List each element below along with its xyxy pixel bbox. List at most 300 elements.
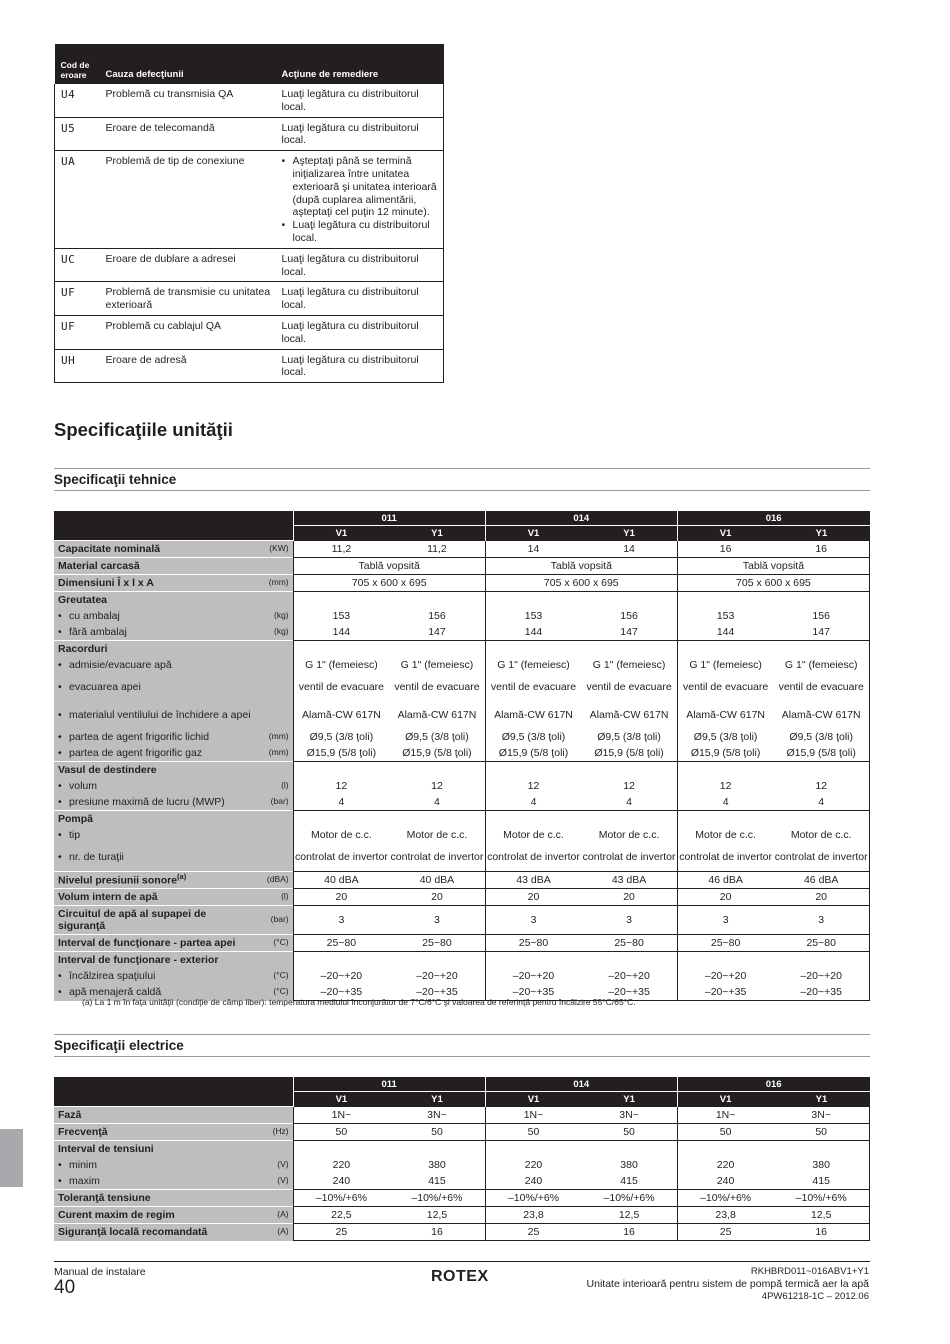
error-table-header <box>55 44 444 84</box>
footer-description: Unitate interioară pentru sistem de pompă termică aer la apă <box>586 1277 869 1290</box>
spec-row <box>54 906 870 935</box>
spec-value: 25~80 <box>773 935 869 952</box>
spec-value: 40 dBA <box>293 872 389 889</box>
spec-label <box>58 873 289 887</box>
error-action <box>276 315 444 349</box>
spec-value: ventil de evacuare <box>677 673 773 701</box>
spec-value: Ø9,5 (3/8 ţoli) <box>773 729 869 745</box>
spec-row <box>54 811 870 828</box>
spec-label-cell <box>54 592 293 609</box>
spec-value: 11,2 <box>293 541 389 558</box>
spec-label-cell <box>54 827 293 843</box>
spec-value: 46 dBA <box>773 872 869 889</box>
spec-value <box>293 1141 389 1158</box>
spec-value <box>389 952 485 969</box>
spec-unit: (KW) <box>269 543 289 554</box>
spec-value: 16 <box>773 1224 869 1241</box>
spec-label-text: nr. de turaţii <box>69 850 124 863</box>
spec-value <box>677 811 773 828</box>
spec-value: 705 x 600 x 695 <box>485 575 677 592</box>
spec-value: 25~80 <box>677 935 773 952</box>
spec-unit: (kg) <box>273 610 289 621</box>
spec-row <box>54 1207 870 1224</box>
header-blank <box>54 1092 293 1107</box>
spec-unit: (mm) <box>268 731 289 742</box>
spec-label-cell <box>54 541 293 558</box>
spec-value: 20 <box>485 889 581 906</box>
spec-value: 380 <box>773 1157 869 1173</box>
spec-label <box>58 970 289 982</box>
spec-value: 153 <box>293 608 389 624</box>
spec-value: 3N~ <box>581 1107 677 1124</box>
spec-label <box>58 1159 289 1171</box>
action-text: Luaţi legătura cu distribuitorul local. <box>281 319 419 345</box>
spec-value: Motor de c.c. <box>293 827 389 843</box>
spec-value: –20~+35 <box>293 984 389 1001</box>
spec-label-text: Dimensiuni Î x l x A <box>58 576 154 589</box>
spec-value: 23,8 <box>677 1207 773 1224</box>
error-row <box>55 151 444 249</box>
spec-value: 240 <box>293 1173 389 1190</box>
spec-value: Ø9,5 (3/8 ţoli) <box>405 730 469 743</box>
spec-label-cell <box>54 872 293 889</box>
col-header-action: Acţiune de remediere <box>276 44 444 84</box>
spec-value: 25~80 <box>293 935 389 952</box>
spec-value <box>773 592 869 609</box>
spec-value: –10%/+6% <box>293 1190 389 1207</box>
spec-value: Tablă vopsită <box>293 558 485 575</box>
spec-value: Ø9,5 (3/8 ţoli) <box>597 730 661 743</box>
spec-unit: (A) <box>277 1209 289 1220</box>
error-cause: Eroare de dublare a adresei <box>100 248 276 282</box>
spec-label <box>58 764 289 776</box>
spec-row <box>54 745 870 762</box>
divider <box>54 1056 870 1057</box>
spec-value: 20 <box>389 889 485 906</box>
error-table-body <box>55 84 444 383</box>
footer-right-block <box>587 1266 869 1303</box>
variant-header: V1 <box>293 526 389 541</box>
spec-value: 4 <box>626 795 632 808</box>
spec-row <box>54 794 870 811</box>
spec-value: –20~+20 <box>608 969 650 982</box>
footnote-ref: (a) <box>177 872 187 882</box>
spec-label-text: Interval de tensiuni <box>58 1142 154 1155</box>
spec-label-cell <box>54 1157 293 1173</box>
spec-label-text: Curent maxim de regim <box>58 1208 175 1221</box>
spec-value: 25 <box>485 1224 581 1241</box>
spec-value <box>293 762 389 779</box>
spec-value: 12 <box>773 778 869 794</box>
spec-label-text: Pompă <box>58 812 94 825</box>
spec-value <box>485 811 581 828</box>
spec-label-cell <box>54 1190 293 1207</box>
spec-value <box>773 811 869 828</box>
spec-label <box>58 731 289 743</box>
spec-value: 415 <box>620 1174 638 1187</box>
spec-value <box>485 762 581 779</box>
spec-label-text: Siguranţă locală recomandată <box>58 1226 208 1239</box>
divider <box>54 1034 870 1035</box>
spec-unit: (l) <box>281 780 289 791</box>
error-action <box>276 282 444 316</box>
group-header-row <box>54 511 870 526</box>
spec-label-text: maxim <box>69 1174 100 1187</box>
spec-value: Alamă-CW 617N <box>589 708 669 721</box>
error-cause: Problemă cu transmisia QA <box>100 84 276 117</box>
spec-value: 25 <box>677 1224 773 1241</box>
spec-unit: (l) <box>281 891 289 902</box>
spec-value: 156 <box>773 608 869 624</box>
spec-value: 147 <box>773 624 869 641</box>
spec-value: 380 <box>428 1158 446 1171</box>
spec-value: 415 <box>773 1173 869 1190</box>
spec-unit: (kg) <box>273 626 289 637</box>
spec-value: Alamă-CW 617N <box>293 701 389 729</box>
chapter-tab <box>0 1129 23 1187</box>
spec-label-cell <box>54 624 293 641</box>
spec-value: 156 <box>620 609 638 622</box>
spec-value: controlat de invertor <box>485 843 581 872</box>
spec-value: –10%/+6% <box>389 1190 485 1207</box>
spec-value: –20~+35 <box>581 984 677 1001</box>
spec-value <box>389 762 485 779</box>
spec-value: 240 <box>485 1173 581 1190</box>
spec-value: 220 <box>677 1157 773 1173</box>
col-header-code: Cod de eroare <box>55 44 100 84</box>
spec-label-text: admisie/evacuare apă <box>69 658 172 671</box>
spec-label-cell <box>54 762 293 779</box>
spec-value: 50 <box>773 1124 869 1141</box>
spec-label-text: materialul ventilului de închidere a apei <box>69 708 251 721</box>
spec-label <box>58 954 289 966</box>
header-blank <box>54 511 293 526</box>
spec-value: 12 <box>431 779 443 792</box>
error-row <box>55 84 444 117</box>
spec-label-cell <box>54 558 293 575</box>
model-group-header: 011 <box>293 1077 485 1092</box>
spec-value <box>581 641 677 658</box>
spec-value: –10%/+6% <box>677 1190 773 1207</box>
variant-header: Y1 <box>389 526 485 541</box>
col-header-cause: Cauza defecţiunii <box>100 44 276 84</box>
spec-value: 144 <box>677 624 773 641</box>
error-code: UF <box>55 282 100 316</box>
page-number: 40 <box>54 1277 76 1298</box>
spec-value: 20 <box>581 889 677 906</box>
spec-unit: (°C) <box>273 970 289 981</box>
spec-unit: (A) <box>277 1226 289 1237</box>
spec-value: 22,5 <box>293 1207 389 1224</box>
spec-value: Ø9,5 (3/8 ţoli) <box>293 729 389 745</box>
action-text: Luaţi legătura cu distribuitorul local. <box>281 88 419 113</box>
spec-label-cell <box>54 1173 293 1190</box>
spec-unit: (V) <box>277 1175 289 1186</box>
spec-label <box>58 1209 289 1221</box>
spec-label <box>58 780 289 792</box>
section-title: Specificaţiile unităţii <box>54 419 233 440</box>
spec-value: Ø15,9 (5/8 ţoli) <box>293 745 389 762</box>
spec-label-text: evacuarea apei <box>69 680 141 693</box>
spec-label-cell <box>54 745 293 762</box>
spec-value <box>293 952 389 969</box>
spec-value <box>293 592 389 609</box>
spec-row <box>54 541 870 558</box>
variant-header: Y1 <box>773 526 869 541</box>
spec-value: Ø15,9 (5/8 ţoli) <box>677 745 773 762</box>
spec-unit: (dBA) <box>266 874 289 885</box>
spec-unit: (mm) <box>268 747 289 758</box>
spec-value: Ø9,5 (3/8 ţoli) <box>485 729 581 745</box>
action-item: • Aşteptaţi până se termină iniţializarea între unitatea exterioară şi unitatea interioară (după cuplarea alimentării, aşteptaţi cel puţin 12 minute). <box>293 155 439 219</box>
spec-value <box>581 952 677 969</box>
spec-value: 3 <box>389 906 485 935</box>
spec-value: 3 <box>677 906 773 935</box>
spec-label <box>58 1175 289 1187</box>
tech-spec-table <box>54 511 870 1001</box>
spec-label-text: partea de agent frigorific lichid <box>69 730 210 743</box>
spec-row <box>54 1224 870 1241</box>
variant-header: V1 <box>677 526 773 541</box>
spec-label-text: minim <box>69 1158 97 1171</box>
spec-label-text: presiune maximă de lucru (MWP) <box>69 795 225 808</box>
spec-value: Tablă vopsită <box>677 558 869 575</box>
spec-label-text: Frecvenţă <box>58 1125 108 1138</box>
spec-label <box>58 543 289 555</box>
error-code: U4 <box>55 84 100 117</box>
spec-value: Motor de c.c. <box>677 827 773 843</box>
spec-label <box>58 577 289 589</box>
error-action <box>276 117 444 151</box>
spec-label <box>58 813 289 825</box>
spec-label <box>58 594 289 606</box>
spec-row <box>54 1124 870 1141</box>
spec-value: 3N~ <box>389 1107 485 1124</box>
spec-value: G 1" (femeiesc) <box>677 657 773 673</box>
variant-header: V1 <box>485 1092 581 1107</box>
spec-value <box>293 641 389 658</box>
error-code: UA <box>55 151 100 249</box>
spec-row <box>54 729 870 745</box>
spec-value: 11,2 <box>389 541 485 558</box>
spec-label-cell <box>54 575 293 592</box>
spec-value: controlat de invertor <box>582 850 676 863</box>
spec-value: 220 <box>485 1157 581 1173</box>
spec-value: 16 <box>677 541 773 558</box>
spec-row <box>54 641 870 658</box>
spec-value: 43 dBA <box>485 872 581 889</box>
spec-value: G 1" (femeiesc) <box>485 657 581 673</box>
error-code: UH <box>55 349 100 383</box>
spec-value: 50 <box>389 1124 485 1141</box>
spec-row <box>54 657 870 673</box>
spec-value <box>389 641 485 658</box>
spec-value <box>677 762 773 779</box>
error-cause: Problemă cu cablajul QA <box>100 315 276 349</box>
spec-row <box>54 935 870 952</box>
spec-value: –20~+35 <box>677 984 773 1001</box>
spec-label-text: Material carcasă <box>58 559 140 572</box>
spec-value: 240 <box>677 1173 773 1190</box>
spec-value: G 1" (femeiesc) <box>400 658 474 671</box>
model-group-header: 011 <box>293 511 485 526</box>
spec-label-text: Greutatea <box>58 593 108 606</box>
spec-value: –10%/+6% <box>773 1190 869 1207</box>
spec-value: 14 <box>581 541 677 558</box>
spec-unit: (Hz) <box>272 1126 289 1137</box>
action-text: Luaţi legătura cu distribuitorul local. <box>281 353 419 379</box>
spec-value: 705 x 600 x 695 <box>293 575 485 592</box>
spec-label <box>58 796 289 808</box>
spec-label-cell <box>54 889 293 906</box>
error-code: U5 <box>55 117 100 151</box>
spec-label-text: Volum intern de apă <box>58 890 158 903</box>
spec-value: 147 <box>620 625 638 638</box>
action-text: Luaţi legătura cu distribuitorul local. <box>281 286 419 312</box>
spec-value <box>677 1141 773 1158</box>
error-action <box>276 349 444 383</box>
spec-label <box>58 1143 289 1155</box>
spec-value: 16 <box>581 1224 677 1241</box>
spec-value: Ø15,9 (5/8 ţoli) <box>594 746 664 759</box>
spec-label <box>58 659 289 671</box>
header-blank <box>54 1077 293 1092</box>
spec-value <box>389 811 485 828</box>
variant-header: V1 <box>293 1092 389 1107</box>
tech-footnote: (a) La 1 m în faţa unităţii (condiţie de câmp liber): temperatura mediului înconjurător de 7°C/6°C şi valoarea de referinţă pentru încălzire 55°C/65°C. <box>82 997 636 1007</box>
spec-value: Ø15,9 (5/8 ţoli) <box>485 745 581 762</box>
spec-value <box>485 1141 581 1158</box>
spec-value: 50 <box>293 1124 389 1141</box>
model-group-header: 014 <box>485 511 677 526</box>
spec-value: 4 <box>485 794 581 811</box>
spec-unit: (°C) <box>273 986 289 997</box>
spec-label-text: Circuitul de apă al supapei de siguranţă <box>58 907 207 932</box>
spec-label-text: Vasul de destindere <box>58 763 157 776</box>
spec-label-cell <box>54 608 293 624</box>
spec-label <box>58 851 289 863</box>
spec-value <box>485 952 581 969</box>
spec-value: 1N~ <box>677 1107 773 1124</box>
variant-header: Y1 <box>773 1092 869 1107</box>
error-cause: Problemă de tip de conexiune <box>100 151 276 249</box>
spec-value: ventil de evacuare <box>394 680 480 693</box>
spec-value <box>773 762 869 779</box>
spec-label-text: Capacitate nominală <box>58 542 161 555</box>
spec-value: G 1" (femeiesc) <box>293 657 389 673</box>
spec-label <box>58 829 289 841</box>
spec-value: Alamă-CW 617N <box>485 701 581 729</box>
spec-label-text: Toleranţă tensiune <box>58 1191 151 1204</box>
spec-row <box>54 872 870 889</box>
spec-row <box>54 952 870 969</box>
spec-value: 144 <box>293 624 389 641</box>
spec-label-text: Interval de funcţionare - exterior <box>58 953 219 966</box>
spec-value: controlat de invertor <box>390 850 484 863</box>
spec-row <box>54 575 870 592</box>
spec-value: 3N~ <box>773 1107 869 1124</box>
spec-value: ventil de evacuare <box>773 673 869 701</box>
spec-value: 25~80 <box>485 935 581 952</box>
spec-value: Ø9,5 (3/8 ţoli) <box>677 729 773 745</box>
divider <box>54 490 870 491</box>
spec-value: ventil de evacuare <box>293 673 389 701</box>
model-group-header: 016 <box>677 1077 869 1092</box>
elec-spec-title: Specificaţii electrice <box>54 1038 184 1053</box>
spec-value: –20~+20 <box>677 968 773 984</box>
spec-row <box>54 624 870 641</box>
spec-value: 3 <box>773 906 869 935</box>
spec-value: 12 <box>623 779 635 792</box>
spec-row <box>54 701 870 729</box>
spec-value <box>485 641 581 658</box>
spec-label-cell <box>54 968 293 984</box>
spec-label <box>58 1192 289 1204</box>
spec-label-cell <box>54 1107 293 1124</box>
spec-label-cell <box>54 843 293 872</box>
spec-unit: (bar) <box>270 914 289 925</box>
error-row <box>55 349 444 383</box>
spec-label-text: tip <box>69 828 81 841</box>
spec-unit: (°C) <box>273 937 289 948</box>
spec-value: 380 <box>620 1158 638 1171</box>
spec-value: 46 dBA <box>677 872 773 889</box>
spec-label-cell <box>54 778 293 794</box>
spec-value: Ø15,9 (5/8 ţoli) <box>773 745 869 762</box>
spec-value: 12 <box>485 778 581 794</box>
spec-value <box>581 811 677 828</box>
variant-header: V1 <box>677 1092 773 1107</box>
action-text: Luaţi legătura cu distribuitorul local. <box>281 252 419 278</box>
spec-label-cell <box>54 811 293 828</box>
spec-row <box>54 889 870 906</box>
spec-label-cell <box>54 1124 293 1141</box>
variant-header-row <box>54 1092 870 1107</box>
spec-label-text: Racorduri <box>58 642 108 655</box>
tech-spec-title: Specificaţii tehnice <box>54 472 177 487</box>
spec-value: controlat de invertor <box>677 843 773 872</box>
error-code: UF <box>55 315 100 349</box>
spec-value <box>773 1141 869 1158</box>
spec-value: 220 <box>293 1157 389 1173</box>
spec-value: 50 <box>485 1124 581 1141</box>
spec-value: 3 <box>485 906 581 935</box>
spec-value: –20~+20 <box>293 968 389 984</box>
spec-row <box>54 1173 870 1190</box>
spec-value <box>773 641 869 658</box>
action-item: • Luaţi legătura cu distribuitorul local. <box>293 219 439 245</box>
spec-label <box>58 1226 289 1238</box>
spec-row <box>54 1141 870 1158</box>
variant-header: Y1 <box>389 1092 485 1107</box>
spec-label-cell <box>54 729 293 745</box>
spec-label <box>58 626 289 638</box>
footer-doc-code: 4PW61218-1C – 2012.06 <box>761 1291 869 1302</box>
spec-value: 40 dBA <box>389 872 485 889</box>
spec-row <box>54 592 870 609</box>
spec-label-cell <box>54 641 293 658</box>
spec-value: –20~+20 <box>773 968 869 984</box>
spec-value: 3 <box>293 906 389 935</box>
group-header-row <box>54 1077 870 1092</box>
spec-value: 25 <box>293 1224 389 1241</box>
spec-value <box>581 592 677 609</box>
spec-value: ventil de evacuare <box>485 673 581 701</box>
spec-value: controlat de invertor <box>293 843 389 872</box>
variant-header-row <box>54 526 870 541</box>
spec-value: G 1" (femeiesc) <box>773 657 869 673</box>
spec-label <box>58 908 289 932</box>
